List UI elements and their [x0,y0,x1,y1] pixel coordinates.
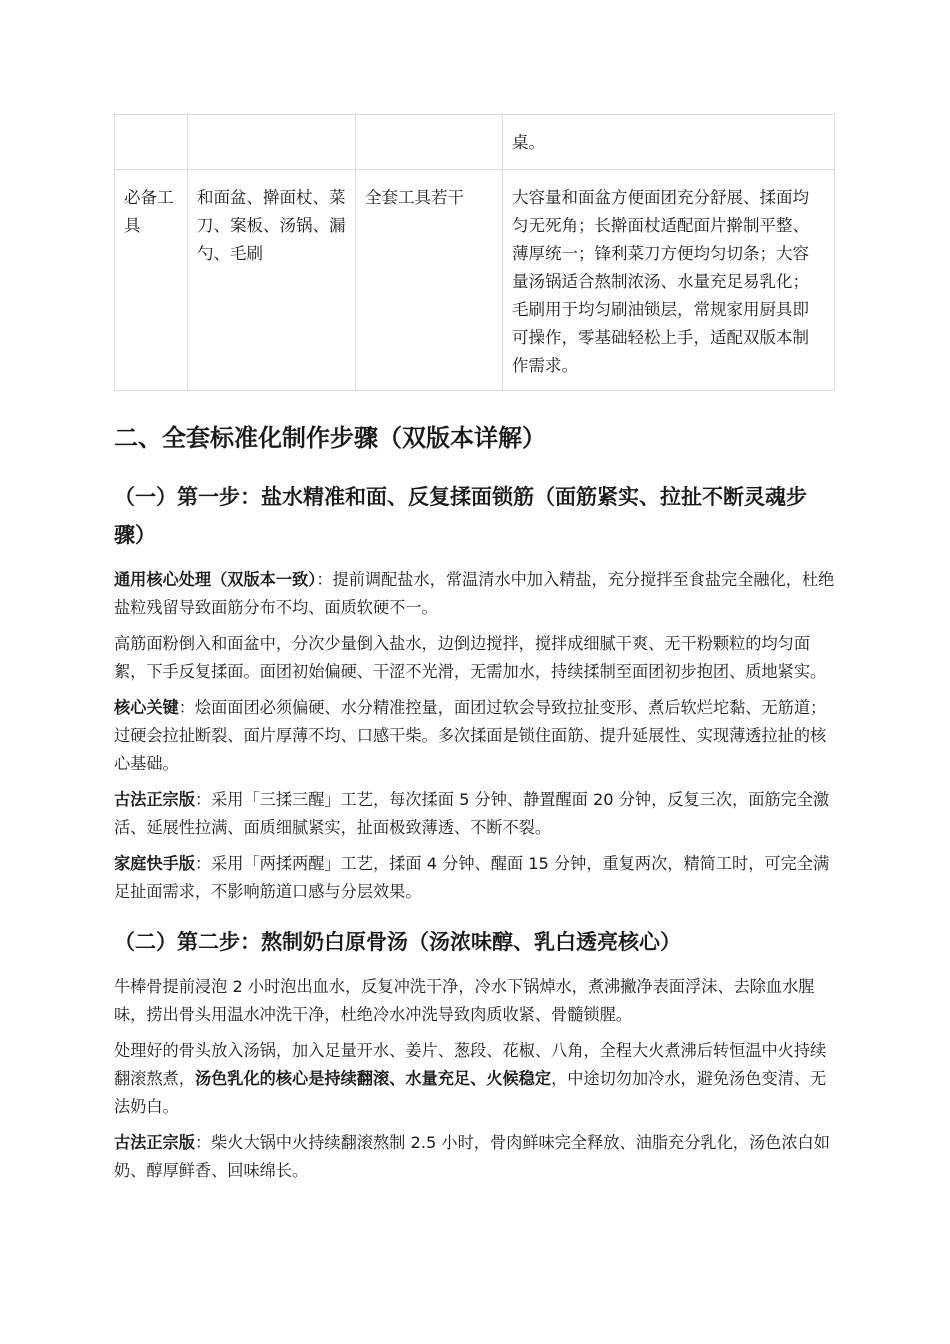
bold-label: 家庭快手版 [114,854,195,873]
step2-heading: （二）第二步：熬制奶白原骨汤（汤浓味醇、乳白透亮核心） [114,930,681,954]
bold-label: 核心关键 [114,698,179,717]
paragraph-text: ：采用「两揉两醒」工艺，揉面 4 分钟、醒面 15 分钟，重复两次，精简工时，可完全满足扯面需求，不影响筋道口感与分层效果。 [114,854,830,901]
table-cell [503,115,835,170]
bold-label: 通用核心处理（双版本一致） [114,570,317,589]
paragraph [114,786,835,842]
paragraph: 高筋面粉倒入和面盆中，分次少量倒入盐水，边倒边搅拌，搅拌成细腻干爽、无干粉颗粒的均匀面絮，下手反复揉面。面团初始偏硬、干涩不光滑，无需加水，持续揉制至面团初步抱团、质地紧实。 [114,634,827,681]
paragraph-text: 处理好的骨头放入汤锅，加入足量开水、姜片、葱段、花椒、八角，全程大火煮沸后转恒温中火持续翻滚熬煮， [114,1041,827,1088]
table-cell [356,170,503,391]
paragraph: 牛棒骨提前浸泡 2 小时泡出血水，反复冲洗干净，冷水下锅焯水，煮沸撇净表面浮沫、去除血水腥味，捞出骨头用温水冲洗干净，杜绝冷水冲洗导致肉质收紧、骨髓锁腥。 [114,977,815,1024]
cell-text: 必备工具 [124,188,174,235]
paragraph [114,566,835,622]
paragraph-text: ，中途切勿加冷水，避免汤色变清、无法奶白。 [114,1069,827,1116]
paragraph-text: ：采用「三揉三醒」工艺，每次揉面 5 分钟、静置醒面 20 分钟，反复三次，面筋完全激活、延展性拉满、面质细腻紧实，扯面极致薄透、不断不裂。 [114,790,830,837]
cell-text [115,115,187,129]
table-cell [115,170,188,391]
table-cell [115,115,188,170]
table-cell [503,170,835,391]
section-heading: 二、全套标准化制作步骤（双版本详解） [114,424,546,452]
cell-text: 桌。 [512,133,545,152]
cell-text: 和面盆、擀面杖、菜刀、案板、汤锅、漏勺、毛刷 [197,188,346,263]
document-page [114,114,835,1185]
bold-emphasis: 汤色乳化的核心是持续翻滚、水量充足、火候稳定 [194,1069,552,1088]
step1-heading: （一）第一步：盐水精准和面、反复揉面锁筋（面筋紧实、拉扯不断灵魂步骤） [114,485,807,547]
paragraph [114,694,835,778]
tools-table [114,114,835,391]
table-row [115,115,835,170]
paragraph-text: ：烩面面团必须偏硬、水分精准控量，面团过软会导致拉扯变形、煮后软烂坨黏、无筋道；过硬会拉扯断裂、面片厚薄不均、口感干柴。多次揉面是锁住面筋、提升延展性、实现薄透拉扯的核心基础。 [114,698,827,773]
cell-text [356,115,502,129]
paragraph-text: ：柴火大锅中火持续翻滚熬制 2.5 小时，骨肉鲜味完全释放、油脂充分乳化，汤色浓白如奶、醇厚鲜香、回味绵长。 [114,1133,830,1180]
paragraph [114,850,835,906]
paragraph [114,1129,835,1185]
cell-text [188,115,355,129]
table-cell [356,115,503,170]
cell-text: 大容量和面盆方便面团充分舒展、揉面均匀无死角；长擀面杖适配面片擀制平整、薄厚统一；锋利菜刀方便均匀切条；大容量汤锅适合熬制浓汤、水量充足易乳化；毛刷用于均匀刷油锁层，常规家用厨具即可操作，零基础轻松上手，适配双版本制作需求。 [512,188,809,375]
table-cell [188,170,356,391]
table-row [115,170,835,391]
bold-label: 古法正宗版 [114,790,195,809]
paragraph [114,1037,835,1121]
table-cell [188,115,356,170]
paragraph-text: ：提前调配盐水，常温清水中加入精盐，充分搅拌至食盐完全融化，杜绝盐粒残留导致面筋分布不均、面质软硬不一。 [114,570,835,617]
bold-label: 古法正宗版 [114,1133,195,1152]
cell-text: 全套工具若干 [365,188,464,207]
